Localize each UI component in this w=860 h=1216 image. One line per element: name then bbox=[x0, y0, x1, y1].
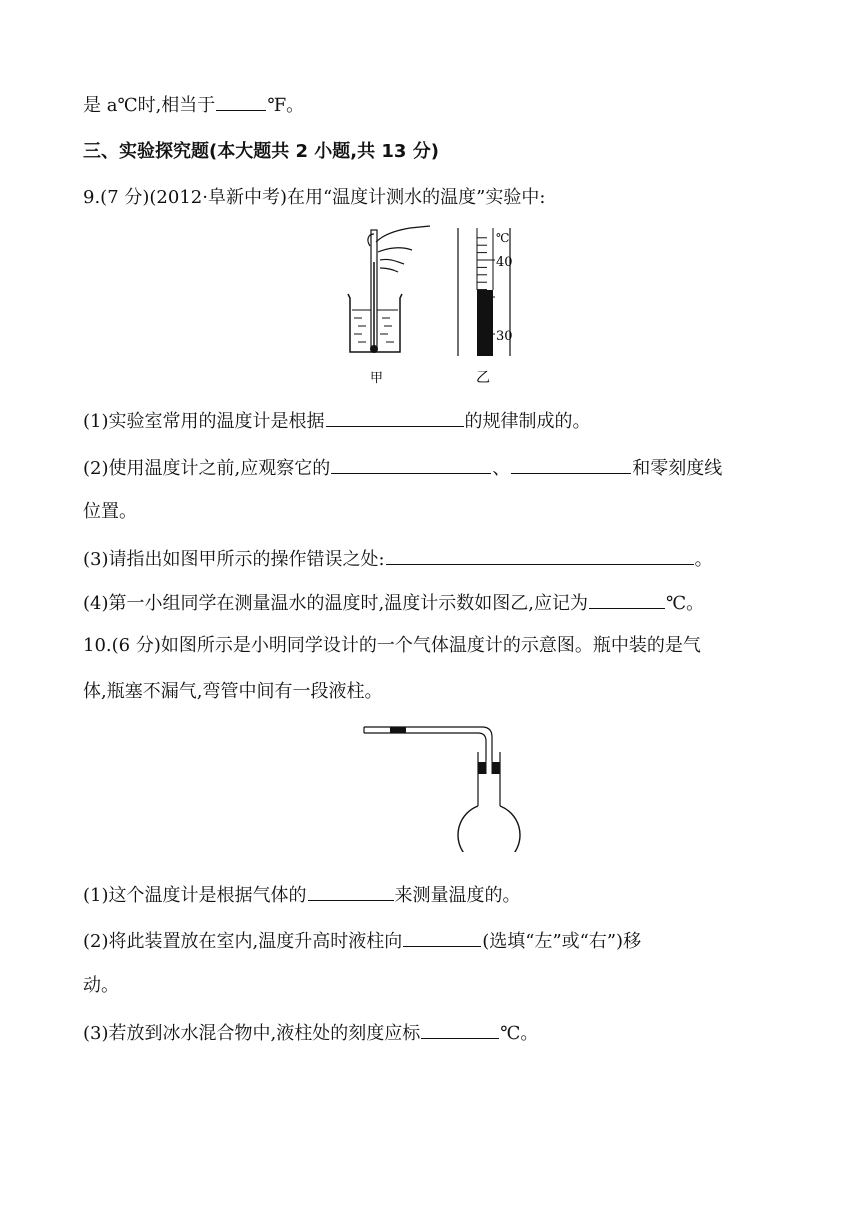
text: 、 bbox=[492, 458, 511, 479]
text: ℉。 bbox=[267, 95, 305, 116]
answer-blank[interactable] bbox=[216, 92, 266, 111]
text: (3)请指出如图甲所示的操作错误之处: bbox=[83, 549, 385, 570]
text: (2)使用温度计之前,应观察它的 bbox=[83, 458, 331, 479]
thermometer-figure bbox=[340, 222, 530, 390]
tick-30: 30 bbox=[496, 329, 513, 344]
answer-blank[interactable] bbox=[421, 1020, 499, 1039]
text: 的规律制成的。 bbox=[464, 411, 591, 432]
q9-part4 bbox=[83, 590, 704, 616]
q9-part2-cont: 位置。 bbox=[83, 501, 137, 522]
answer-blank[interactable] bbox=[331, 455, 491, 474]
answer-blank[interactable] bbox=[326, 408, 464, 427]
text: 。 bbox=[694, 549, 713, 570]
answer-blank[interactable] bbox=[308, 882, 394, 901]
scale-diagram bbox=[458, 228, 513, 386]
q9-part1 bbox=[83, 408, 591, 434]
gas-thermometer-figure bbox=[360, 722, 530, 852]
text: (4)第一小组同学在测量温水的温度时,温度计示数如图乙,应记为 bbox=[83, 593, 588, 614]
q10-part3 bbox=[83, 1020, 538, 1046]
text: 是 a℃时,相当于 bbox=[83, 95, 216, 116]
text: 和零刻度线 bbox=[632, 458, 723, 479]
label-yi: 乙 bbox=[476, 370, 490, 386]
unit-label: ℃ bbox=[496, 231, 510, 245]
tick-40: 40 bbox=[496, 255, 513, 270]
text: (1)实验室常用的温度计是根据 bbox=[83, 411, 325, 432]
text: (3)若放到冰水混合物中,液柱处的刻度应标 bbox=[83, 1023, 421, 1044]
text: ℃。 bbox=[500, 1023, 539, 1044]
q9-part2 bbox=[83, 455, 722, 481]
question-10-cont: 体,瓶塞不漏气,弯管中间有一段液柱。 bbox=[83, 681, 383, 702]
q10-part2 bbox=[83, 928, 641, 954]
answer-blank[interactable] bbox=[511, 455, 631, 474]
q10-part2-cont: 动。 bbox=[83, 975, 119, 996]
question-9: 9.(7 分)(2012·阜新中考)在用“温度计测水的温度”实验中: bbox=[83, 187, 546, 208]
answer-blank[interactable] bbox=[386, 546, 694, 565]
question-10: 10.(6 分)如图所示是小明同学设计的一个气体温度计的示意图。瓶中装的是气 bbox=[83, 635, 701, 656]
text: (1)这个温度计是根据气体的 bbox=[83, 885, 307, 906]
text: (2)将此装置放在室内,温度升高时液柱向 bbox=[83, 931, 403, 952]
line-fahrenheit bbox=[83, 92, 304, 118]
answer-blank[interactable] bbox=[589, 590, 665, 609]
q10-part1 bbox=[83, 882, 521, 908]
text: (选填“左”或“右”)移 bbox=[482, 931, 642, 952]
answer-blank[interactable] bbox=[403, 928, 481, 947]
text: 来测量温度的。 bbox=[394, 885, 521, 906]
beaker-diagram bbox=[348, 226, 430, 386]
section-heading: 三、实验探究题(本大题共 2 小题,共 13 分) bbox=[83, 141, 439, 162]
text: ℃。 bbox=[665, 593, 705, 614]
q9-part3 bbox=[83, 546, 713, 572]
label-jia: 甲 bbox=[370, 371, 384, 386]
